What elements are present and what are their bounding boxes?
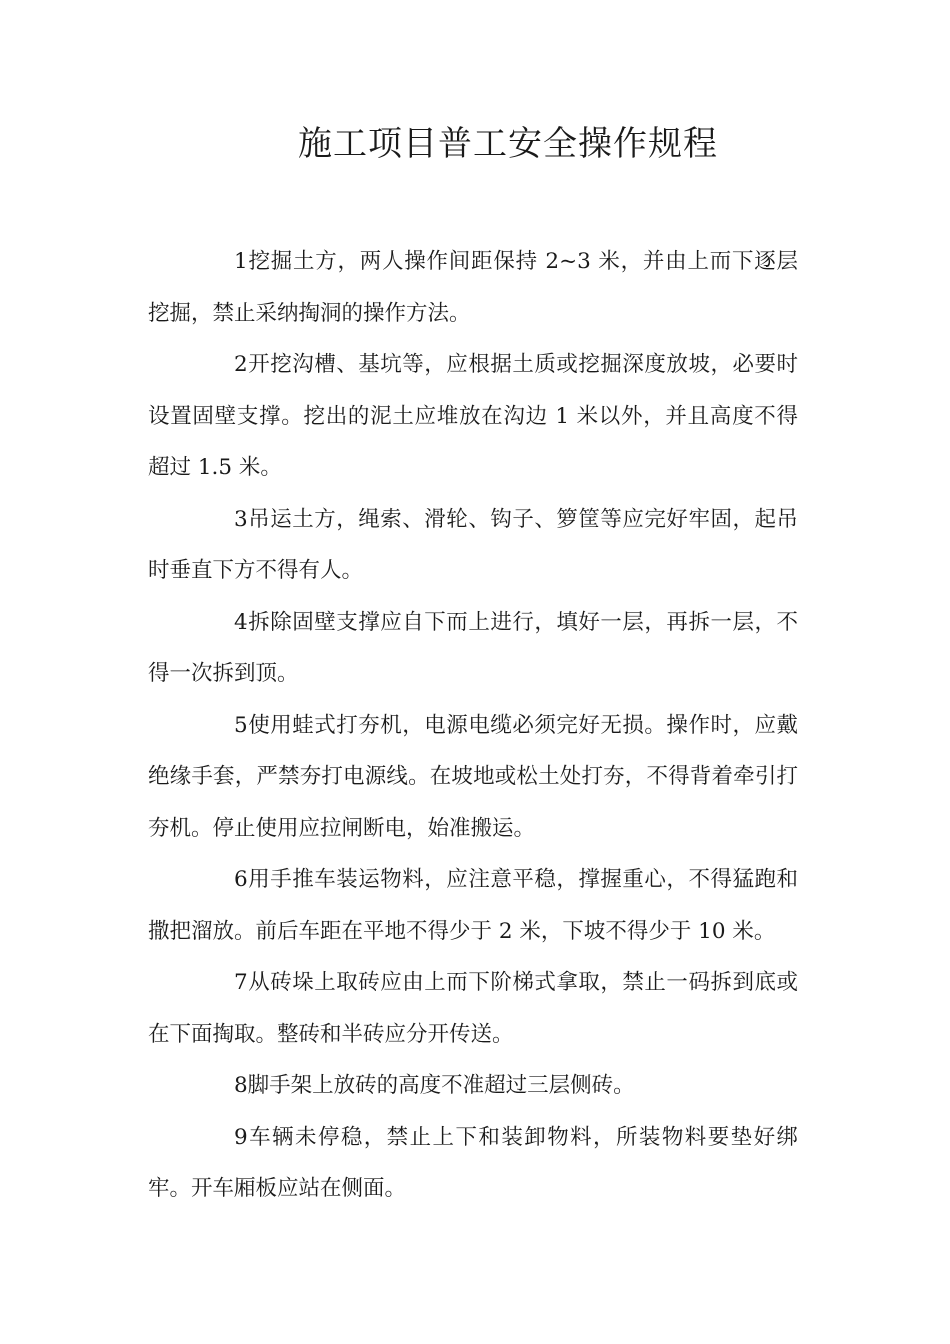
paragraph-9: 9车辆未停稳，禁止上下和装卸物料，所装物料要垫好绑牢。开车厢板应站在侧面。 [148, 1124, 798, 1201]
paragraph-6: 6用手推车装运物料，应注意平稳，撑握重心，不得猛跑和撒把溜放。前后车距在平地不得少于 2 米，下坡不得少于 10 米。 [148, 867, 798, 944]
paragraph-5: 5使用蛙式打夯机，电源电缆必须完好无损。操作时，应戴绝缘手套，严禁夯打电源线。在坡地或松土处打夯，不得背着牵引打夯机。停止使用应拉闸断电，始准搬运。 [148, 712, 798, 841]
paragraph-8: 8脚手架上放砖的高度不准超过三层侧砖。 [234, 1073, 635, 1098]
document-body [148, 236, 798, 1215]
paragraph-3: 3吊运土方，绳索、滑轮、钩子、箩筐等应完好牢固，起吊时垂直下方不得有人。 [148, 506, 798, 583]
paragraph-7: 7从砖垛上取砖应由上而下阶梯式拿取，禁止一码拆到底或在下面掏取。整砖和半砖应分开传送。 [148, 970, 798, 1047]
paragraph-2: 2开挖沟槽、基坑等，应根据土质或挖掘深度放坡，必要时设置固壁支撑。挖出的泥土应堆放在沟边 1 米以外，并且高度不得超过 1.5 米。 [148, 352, 798, 480]
paragraph-4: 4拆除固壁支撑应自下而上进行，填好一层，再拆一层，不得一次拆到顶。 [148, 609, 798, 686]
document-title: 施工项目普工安全操作规程 [298, 124, 718, 164]
paragraph-1: 1挖掘土方，两人操作间距保持 2~3 米，并由上而下逐层挖掘，禁止采纳掏洞的操作方法。 [148, 249, 798, 326]
